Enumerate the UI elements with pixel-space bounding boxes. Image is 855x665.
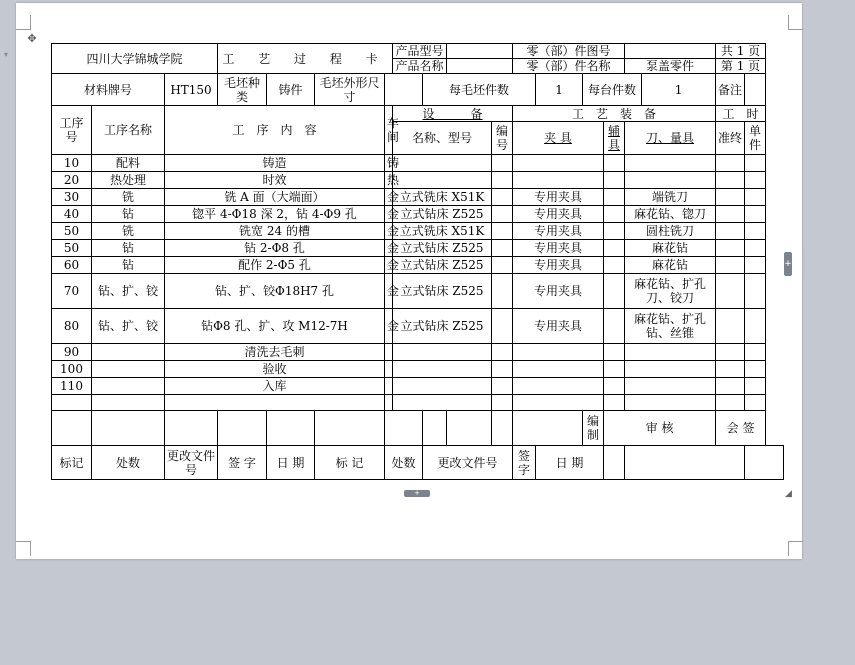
op-no: 110 xyxy=(52,378,92,395)
op-fixture xyxy=(513,172,604,189)
op-workshop: 金 xyxy=(385,309,393,344)
op-workshop xyxy=(385,361,393,378)
op-no: 70 xyxy=(52,274,92,309)
table-row xyxy=(52,206,784,223)
empty-cell[interactable] xyxy=(52,395,92,411)
time-header: 工 时 xyxy=(716,106,766,122)
op-unit-time xyxy=(745,240,766,257)
table-row xyxy=(52,378,784,395)
op-no: 10 xyxy=(52,155,92,172)
op-content: 铸造 xyxy=(165,155,385,172)
op-equipment: 立式钻床 Z525 xyxy=(393,240,492,257)
op-equipment-no xyxy=(492,344,513,361)
aux-tool-header: 辅具 xyxy=(604,122,625,155)
op-cutter: 端铣刀 xyxy=(625,189,716,206)
product-model-label: 产品型号 xyxy=(393,44,447,59)
op-cutter: 麻花钻 xyxy=(625,257,716,274)
op-no: 40 xyxy=(52,206,92,223)
op-unit-time xyxy=(745,155,766,172)
op-unit-time xyxy=(745,189,766,206)
page-corner-mark xyxy=(788,541,803,556)
empty-cell[interactable] xyxy=(745,395,766,411)
signoff-cell[interactable] xyxy=(92,411,165,446)
part-name-label: 零（部）件名称 xyxy=(513,59,625,74)
op-cutter: 圆柱铣刀 xyxy=(625,223,716,240)
op-equipment-no xyxy=(492,223,513,240)
op-fixture: 专用夹具 xyxy=(513,223,604,240)
pieces-per-blank: 1 xyxy=(536,74,583,106)
table-row xyxy=(52,257,784,274)
add-column-handle-icon[interactable]: + xyxy=(784,252,792,276)
op-prep-time xyxy=(716,344,745,361)
op-content-header: 工 序 内 容 xyxy=(165,106,385,155)
op-workshop: 铸 xyxy=(385,155,393,172)
fixture-header: 夹 具 xyxy=(513,122,604,155)
op-cutter xyxy=(625,344,716,361)
count-label: 处数 xyxy=(92,446,165,480)
op-fixture: 专用夹具 xyxy=(513,257,604,274)
op-equipment: 立式钻床 Z525 xyxy=(393,206,492,223)
op-fixture: 专用夹具 xyxy=(513,309,604,344)
signoff-cell[interactable] xyxy=(218,411,267,446)
empty-cell[interactable] xyxy=(625,395,716,411)
op-fixture xyxy=(513,378,604,395)
part-drawing-label: 零（部）件图号 xyxy=(513,44,625,59)
op-unit-time xyxy=(745,378,766,395)
op-unit-time xyxy=(745,344,766,361)
op-aux-tool xyxy=(604,361,625,378)
op-name: 钻 xyxy=(92,206,165,223)
signoff-cell[interactable] xyxy=(165,411,218,446)
op-content: 配作 2-Φ5 孔 xyxy=(165,257,385,274)
product-name-label: 产品名称 xyxy=(393,59,447,74)
mark-label: 标记 xyxy=(52,446,92,480)
op-content: 时效 xyxy=(165,172,385,189)
ruler-marker-icon: ▾ xyxy=(4,50,9,59)
op-cutter: 麻花钻 xyxy=(625,240,716,257)
op-workshop: 金 xyxy=(385,257,393,274)
op-prep-time xyxy=(716,189,745,206)
op-content: 钻、扩、铰Φ18H7 孔 xyxy=(165,274,385,309)
op-content: 铣宽 24 的槽 xyxy=(165,223,385,240)
op-no: 50 xyxy=(52,240,92,257)
equipment-header: 设 备 xyxy=(393,106,513,122)
op-equipment-no xyxy=(492,309,513,344)
op-equipment-no xyxy=(492,172,513,189)
workshop-header: 车间 xyxy=(385,106,393,155)
empty-cell[interactable] xyxy=(385,395,393,411)
op-name xyxy=(92,361,165,378)
pieces-per-unit-label: 每台件数 xyxy=(583,74,642,106)
change-doc-label: 更改文件号 xyxy=(165,446,218,480)
op-prep-time xyxy=(716,274,745,309)
op-fixture: 专用夹具 xyxy=(513,206,604,223)
op-name: 钻、扩、铰 xyxy=(92,309,165,344)
op-fixture xyxy=(513,361,604,378)
op-aux-tool xyxy=(604,257,625,274)
op-prep-time xyxy=(716,309,745,344)
op-unit-time xyxy=(745,309,766,344)
empty-cell[interactable] xyxy=(165,395,385,411)
countersign-label: 会 签 xyxy=(716,411,766,446)
op-no-header: 工序号 xyxy=(52,106,92,155)
page-corner-mark xyxy=(16,541,31,556)
op-equipment-no xyxy=(492,189,513,206)
op-cutter xyxy=(625,155,716,172)
equipment-model-header: 名称、型号 xyxy=(393,122,492,155)
op-name xyxy=(92,378,165,395)
op-equipment: 立式钻床 Z525 xyxy=(393,274,492,309)
table-resize-handle-icon[interactable]: ◢ xyxy=(785,489,792,499)
signoff-cell[interactable] xyxy=(513,411,583,446)
op-content: 锪平 4-Φ18 深 2，钻 4-Φ9 孔 xyxy=(165,206,385,223)
op-content: 铣 A 面（大端面） xyxy=(165,189,385,206)
op-no: 20 xyxy=(52,172,92,189)
op-prep-time xyxy=(716,223,745,240)
review-label: 审 核 xyxy=(604,411,716,446)
op-aux-tool xyxy=(604,155,625,172)
op-unit-time xyxy=(745,361,766,378)
op-equipment-no xyxy=(492,378,513,395)
op-fixture: 专用夹具 xyxy=(513,240,604,257)
cutter-header: 刀、量具 xyxy=(625,122,716,155)
op-cutter: 麻花钻、扩孔钻、丝锥 xyxy=(625,309,716,344)
empty-cell[interactable] xyxy=(513,395,604,411)
page-number: 第 1 页 xyxy=(716,59,766,74)
count-label-2: 处数 xyxy=(385,446,423,480)
op-name: 铣 xyxy=(92,189,165,206)
blank-size-cell[interactable] xyxy=(385,74,423,106)
total-pages: 共 1 页 xyxy=(716,44,766,59)
op-aux-tool xyxy=(604,240,625,257)
table-row xyxy=(52,395,784,411)
op-name-header: 工序名称 xyxy=(92,106,165,155)
op-name: 钻 xyxy=(92,240,165,257)
op-cutter: 麻花钻、扩孔刀、铰刀 xyxy=(625,274,716,309)
op-prep-time xyxy=(716,172,745,189)
product-model-cell[interactable] xyxy=(447,44,513,59)
op-name: 钻 xyxy=(92,257,165,274)
op-fixture: 专用夹具 xyxy=(513,274,604,309)
tooling-header: 工 艺 装 备 xyxy=(513,106,716,122)
product-name-cell[interactable] xyxy=(447,59,513,74)
empty-cell[interactable] xyxy=(492,395,513,411)
signoff-cell[interactable] xyxy=(315,411,385,446)
op-fixture xyxy=(513,155,604,172)
empty-cell[interactable] xyxy=(716,395,745,411)
page-corner-mark xyxy=(788,15,803,30)
op-name: 配料 xyxy=(92,155,165,172)
table-row xyxy=(52,309,784,344)
op-cutter xyxy=(625,378,716,395)
table-row xyxy=(52,223,784,240)
blank-size-label: 毛坯外形尺寸 xyxy=(315,74,385,106)
table-row xyxy=(52,240,784,257)
op-workshop: 金 xyxy=(385,189,393,206)
table-row xyxy=(52,361,784,378)
pieces-per-unit: 1 xyxy=(642,74,716,106)
op-prep-time xyxy=(716,206,745,223)
op-prep-time xyxy=(716,257,745,274)
op-content: 钻Φ8 孔、扩、攻 M12-7H xyxy=(165,309,385,344)
empty-cell[interactable] xyxy=(604,395,625,411)
remark-label: 备注 xyxy=(716,74,745,106)
date-label-2: 日 期 xyxy=(536,446,604,480)
op-workshop: 金 xyxy=(385,223,393,240)
op-equipment: 立式钻床 Z525 xyxy=(393,309,492,344)
op-equipment xyxy=(393,172,492,189)
signoff-cell[interactable] xyxy=(625,446,745,480)
op-workshop: 热 xyxy=(385,172,393,189)
op-prep-time xyxy=(716,361,745,378)
op-no: 30 xyxy=(52,189,92,206)
remark-cell[interactable] xyxy=(745,74,766,106)
op-cutter xyxy=(625,172,716,189)
pieces-per-blank-label: 每毛坯件数 xyxy=(423,74,536,106)
op-equipment-no xyxy=(492,274,513,309)
signoff-cell[interactable] xyxy=(52,411,92,446)
op-equipment: 立式钻床 Z525 xyxy=(393,257,492,274)
signoff-cell[interactable] xyxy=(604,446,625,480)
op-unit-time xyxy=(745,274,766,309)
op-workshop: 金 xyxy=(385,240,393,257)
op-unit-time xyxy=(745,257,766,274)
op-no: 90 xyxy=(52,344,92,361)
op-content: 验收 xyxy=(165,361,385,378)
op-prep-time xyxy=(716,378,745,395)
change-doc-label-2: 更改文件号 xyxy=(423,446,513,480)
table-row xyxy=(52,274,784,309)
prep-time-header: 准终 xyxy=(716,122,745,155)
op-equipment xyxy=(393,155,492,172)
op-unit-time xyxy=(745,223,766,240)
op-fixture xyxy=(513,344,604,361)
op-name: 铣 xyxy=(92,223,165,240)
op-aux-tool xyxy=(604,344,625,361)
date-label: 日 期 xyxy=(267,446,315,480)
material-grade-label: 材料牌号 xyxy=(52,74,165,106)
blank-type: 铸件 xyxy=(267,74,315,106)
op-name: 热处理 xyxy=(92,172,165,189)
mark-label-2: 标 记 xyxy=(315,446,385,480)
op-aux-tool xyxy=(604,172,625,189)
signoff-cell[interactable] xyxy=(385,411,423,446)
signoff-cell[interactable] xyxy=(447,411,492,446)
op-equipment xyxy=(393,344,492,361)
op-content: 入库 xyxy=(165,378,385,395)
op-equipment xyxy=(393,361,492,378)
op-equipment-no xyxy=(492,257,513,274)
table-row xyxy=(52,344,784,361)
signoff-cell[interactable] xyxy=(492,411,513,446)
op-equipment: 立式铣床 X51K xyxy=(393,223,492,240)
op-workshop: 金 xyxy=(385,206,393,223)
op-no: 50 xyxy=(52,223,92,240)
empty-cell[interactable] xyxy=(393,395,492,411)
school-name: 四川大学锦城学院 xyxy=(52,44,218,74)
op-equipment-no xyxy=(492,206,513,223)
op-aux-tool xyxy=(604,189,625,206)
op-content: 清洗去毛刺 xyxy=(165,344,385,361)
table-move-handle-icon[interactable]: ✥ xyxy=(27,32,37,45)
op-workshop xyxy=(385,344,393,361)
signoff-cell[interactable] xyxy=(423,411,447,446)
op-equipment-no xyxy=(492,361,513,378)
part-drawing-cell[interactable] xyxy=(625,44,716,59)
sign-label-2: 签字 xyxy=(513,446,536,480)
sign-label: 签 字 xyxy=(218,446,267,480)
op-fixture: 专用夹具 xyxy=(513,189,604,206)
blank-type-label: 毛坯种类 xyxy=(218,74,267,106)
card-title: 工 艺 过 程 卡 xyxy=(218,44,393,74)
op-name: 钻、扩、铰 xyxy=(92,274,165,309)
op-equipment: 立式铣床 X51K xyxy=(393,189,492,206)
op-workshop xyxy=(385,378,393,395)
op-no: 100 xyxy=(52,361,92,378)
op-equipment xyxy=(393,378,492,395)
signoff-cell[interactable] xyxy=(267,411,315,446)
op-aux-tool xyxy=(604,274,625,309)
table-row xyxy=(52,155,784,172)
op-content: 钻 2-Φ8 孔 xyxy=(165,240,385,257)
op-cutter xyxy=(625,361,716,378)
op-unit-time xyxy=(745,172,766,189)
op-aux-tool xyxy=(604,309,625,344)
compile-label: 编制 xyxy=(583,411,604,446)
add-row-handle-icon[interactable]: + xyxy=(404,490,430,497)
signoff-cell[interactable] xyxy=(745,446,784,480)
table-row xyxy=(52,172,784,189)
op-unit-time xyxy=(745,206,766,223)
op-aux-tool xyxy=(604,206,625,223)
op-workshop: 金 xyxy=(385,274,393,309)
part-name-value: 泵盖零件 xyxy=(625,59,716,74)
table-row xyxy=(52,189,784,206)
op-prep-time xyxy=(716,155,745,172)
op-no: 60 xyxy=(52,257,92,274)
unit-time-header: 单件 xyxy=(745,122,766,155)
empty-cell[interactable] xyxy=(92,395,165,411)
op-prep-time xyxy=(716,240,745,257)
page-corner-mark xyxy=(16,15,31,30)
equipment-no-header: 编号 xyxy=(492,122,513,155)
op-aux-tool xyxy=(604,378,625,395)
op-equipment-no xyxy=(492,240,513,257)
material-grade: HT150 xyxy=(165,74,218,106)
op-name xyxy=(92,344,165,361)
op-cutter: 麻花钻、锪刀 xyxy=(625,206,716,223)
process-card-table xyxy=(51,43,784,480)
op-equipment-no xyxy=(492,155,513,172)
op-no: 80 xyxy=(52,309,92,344)
op-aux-tool xyxy=(604,223,625,240)
